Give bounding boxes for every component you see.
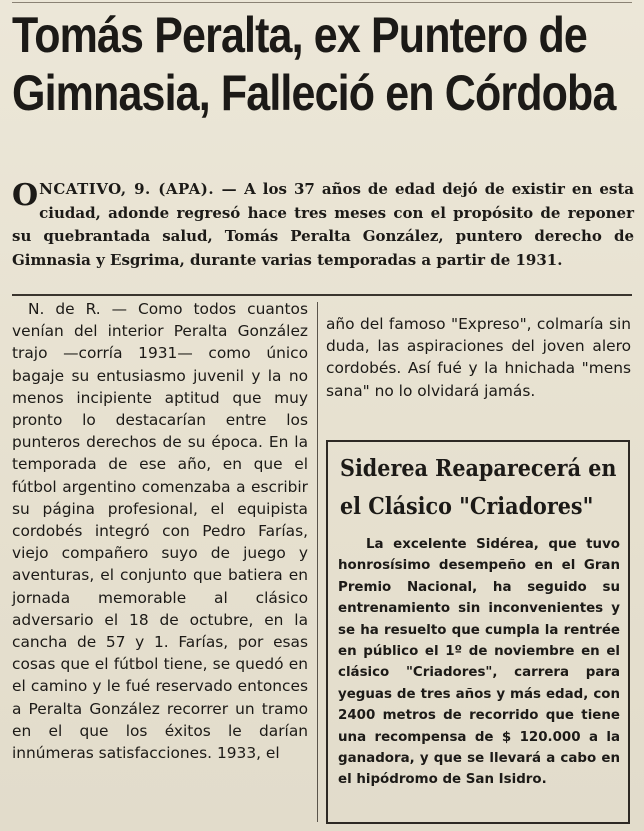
box-text: La excelente Sidérea, que tuvo honrosísimo desempeño en el Gran Premio Nacional, ha seguido su entrenamiento sin inconvenientes y se ha resuelto que cumpla la rentrée en público el 1º de noviembre en el clásico "Criadores", carrera para yeguas de tres años y más edad, con 2400 metros de recorrido que tiene una recompensa de $ 120.000 a la ganadora, y que se llevará a cabo en el hipódromo de San Isidro. [338,537,620,788]
box-title-line-2: el Clásico "Criadores" [340,493,594,520]
top-rule [12,2,632,3]
headline [12,6,616,122]
lead-text: A los 37 años de edad dejó de existir en esta ciudad, adonde regresó hace tres meses con el propósito de reponer su quebrantada salud, Tomás Peralta González, puntero derecho de Gimnasia y Esgrima, durante varias temporadas a partir de 1931. [12,180,634,269]
lead-dateline: NCATIVO, 9. (APA). — [39,180,238,198]
article-column-left [12,298,308,764]
article-column-right [326,313,631,402]
box-body [338,534,620,791]
headline-line-2: Gimnasia, Falleció en Córdoba [12,65,616,121]
box-title [340,450,617,526]
box-title-line-1: Siderea Reaparecerá en [340,455,617,482]
headline-line-1: Tomás Peralta, ex Puntero de [12,7,587,63]
article-body-left: N. de R. — Como todos cuantos venían del interior Peralta González trajo —corría 1931— como único bagaje su entusiasmo juvenil y la no menos incipiente aptitud que muy pronto lo destacarían entre los punteros derechos de su época. En la temporada de ese año, en que el fútbol argentino comenzaba a escribir su página profesional, el equipista cordobés integró con Pedro Farías, viejo compañero suyo de juego y aventuras, el conjunto que batiera en jornada memorable al clásico adversario el 18 de octubre, en la cancha de 57 y 1. Farías, por esas cosas que el fútbol tiene, se quedó en el camino y le fué reservado entonces a Peralta González recorrer un tramo en el que los éxitos le darían innúmeras satisfacciones. 1933, el [12,300,308,763]
column-divider [317,302,318,822]
lead-divider-rule [12,294,632,296]
lead-dropcap: O [12,178,39,213]
article-body-right: año del famoso "Expreso", colmaría sin duda, las aspiraciones del joven alero cordobés. Así fué y la hnichada "mens sana" no lo olvidará jamás. [326,315,631,400]
lead-paragraph [12,178,634,272]
sidebar-news-box [326,440,630,824]
